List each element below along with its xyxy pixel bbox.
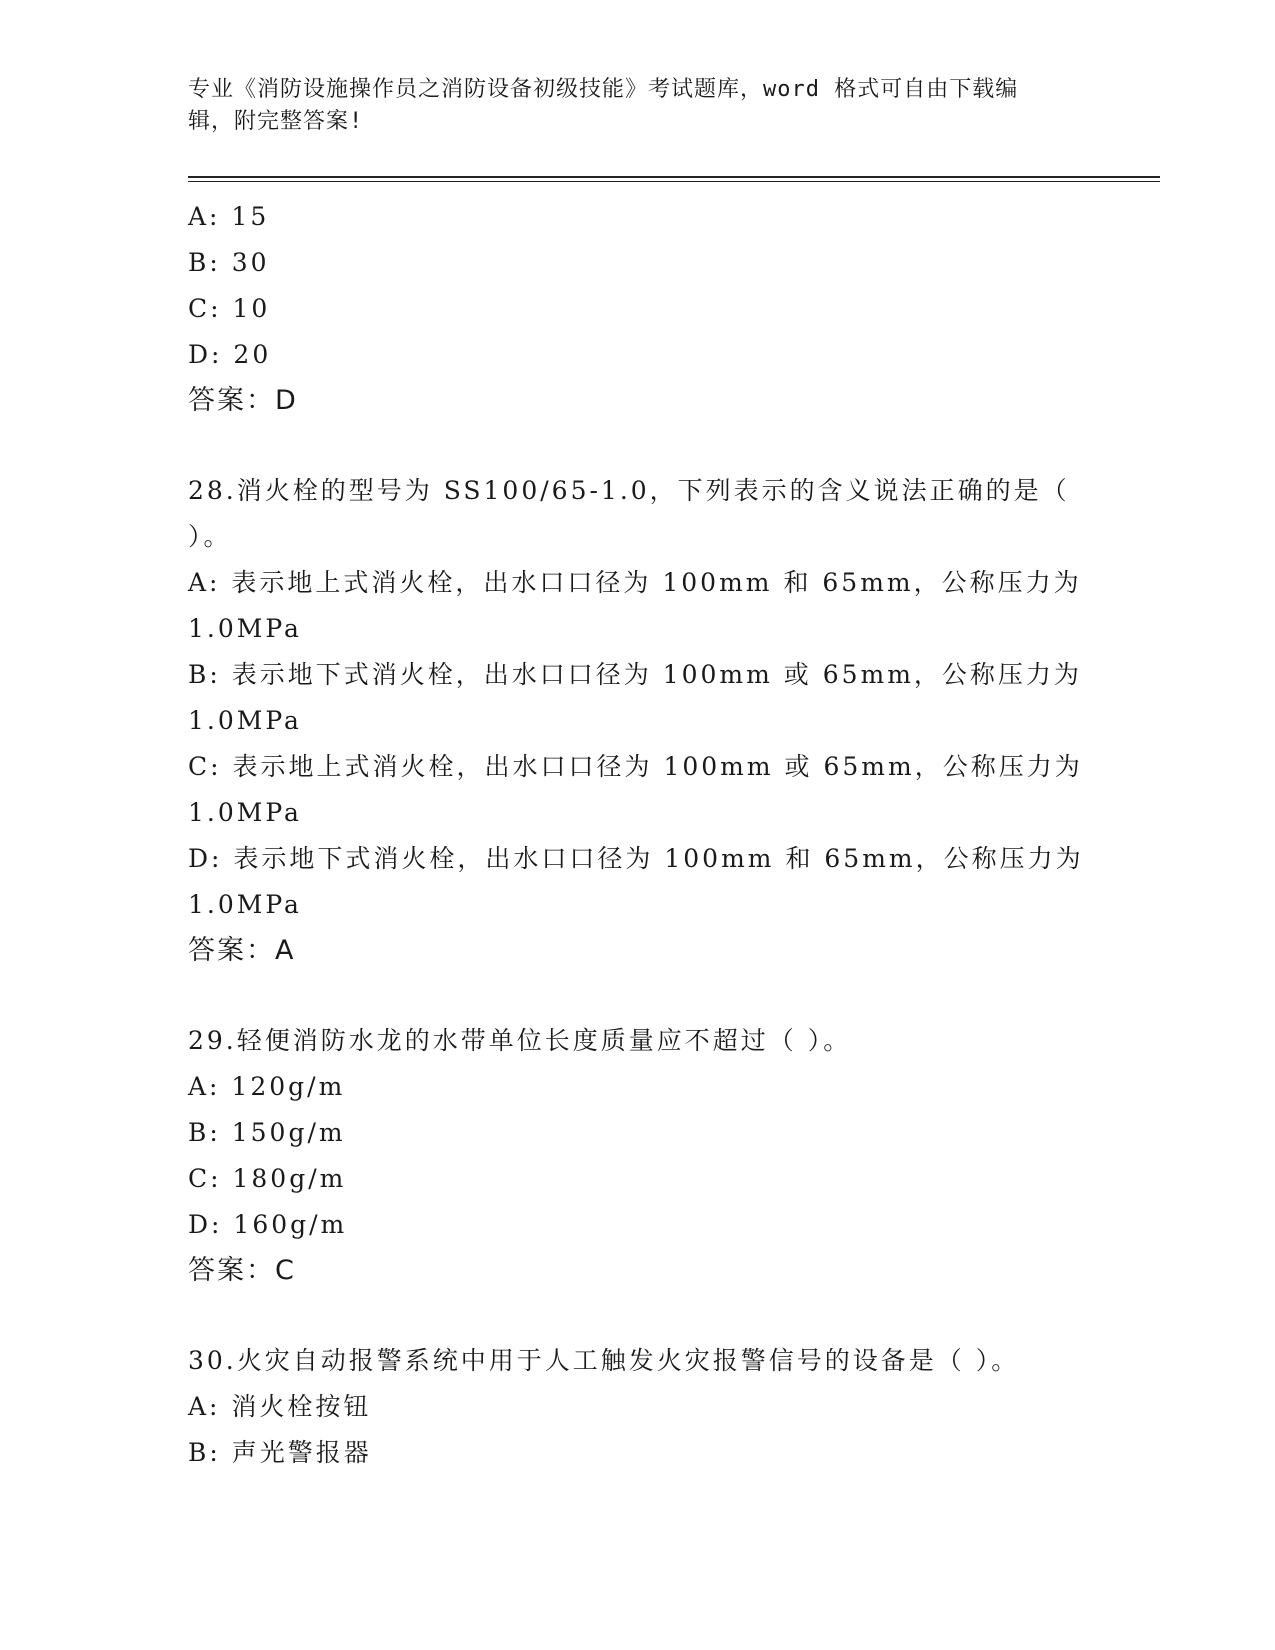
option-d: D: 表示地下式消火栓，出水口口径为 100mm 和 65mm，公称压力为 xyxy=(188,844,1084,873)
question-29-block xyxy=(188,1018,1068,1294)
question-30-block xyxy=(188,1338,1068,1476)
option-a-cont: 1.0MPa xyxy=(188,614,302,643)
option-d: D: 160g/m xyxy=(188,1210,348,1239)
option-b: B: 表示地下式消火栓，出水口口径为 100mm 或 65mm，公称压力为 xyxy=(188,660,1082,689)
option-b-cont: 1.0MPa xyxy=(188,706,302,735)
option-b: B: 30 xyxy=(188,248,270,277)
header-rule-thick xyxy=(188,176,1160,178)
option-b: B: 声光警报器 xyxy=(188,1438,372,1467)
question-28-stem-cont: ）。 xyxy=(188,522,232,551)
header-rule-thin xyxy=(188,181,1160,182)
document-header xyxy=(188,74,1088,138)
question-28-block xyxy=(188,468,1084,974)
header-line-1: 专业《消防设施操作员之消防设备初级技能》考试题库，word 格式可自由下载编 xyxy=(188,77,1019,102)
question-30-stem: 30.火灾自动报警系统中用于人工触发火灾报警信号的设备是（ ）。 xyxy=(188,1346,1020,1375)
question-28-stem: 28.消火栓的型号为 SS100/65-1.0，下列表示的含义说法正确的是（ xyxy=(188,476,1070,505)
option-d: D: 20 xyxy=(188,340,272,369)
option-a: A: 120g/m xyxy=(188,1072,346,1101)
option-a: A: 消火栓按钮 xyxy=(188,1392,372,1421)
answer-27: 答案：D xyxy=(188,385,298,416)
answer-29: 答案：C xyxy=(188,1255,296,1286)
question-content xyxy=(188,194,1084,1476)
option-c-cont: 1.0MPa xyxy=(188,798,302,827)
option-b: B: 150g/m xyxy=(188,1118,346,1147)
option-c: C: 表示地上式消火栓，出水口口径为 100mm 或 65mm，公称压力为 xyxy=(188,752,1083,781)
question-29-stem: 29.轻便消防水龙的水带单位长度质量应不超过（ ）。 xyxy=(188,1026,852,1055)
option-a: A: 表示地上式消火栓，出水口口径为 100mm 和 65mm，公称压力为 xyxy=(188,568,1082,597)
question-27-block xyxy=(188,194,1068,424)
option-c: C: 180g/m xyxy=(188,1164,347,1193)
option-a: A: 15 xyxy=(188,202,270,231)
option-d-cont: 1.0MPa xyxy=(188,890,302,919)
header-line-2: 辑，附完整答案! xyxy=(188,109,364,134)
option-c: C: 10 xyxy=(188,294,271,323)
answer-28: 答案：A xyxy=(188,935,296,966)
